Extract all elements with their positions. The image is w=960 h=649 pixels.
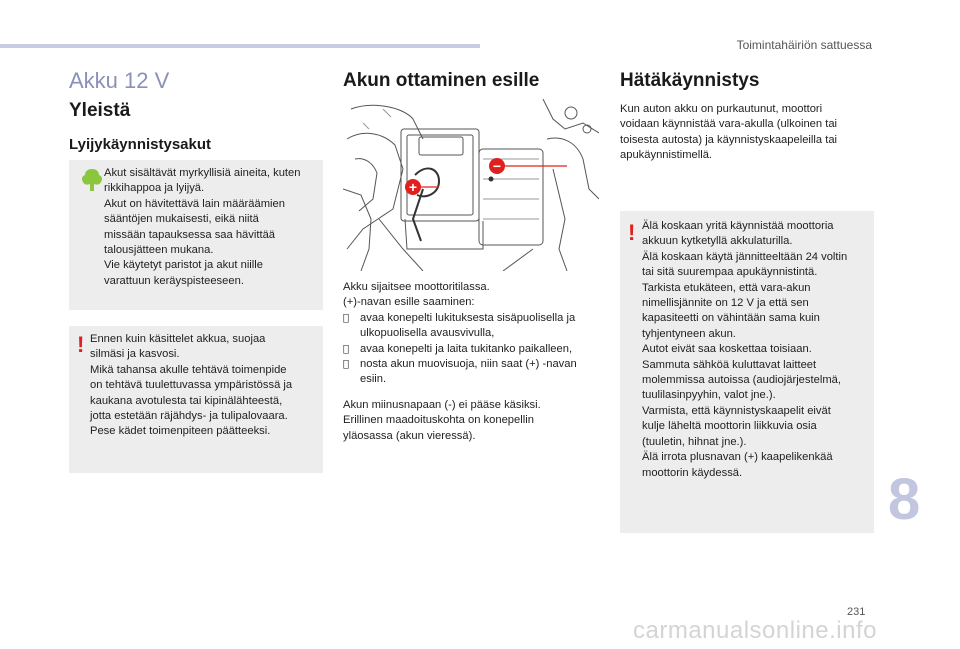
warning-icon: !: [77, 332, 85, 357]
jump-start-intro: Kun auton akku on purkautunut, moottori voidaan käynnistää vara-akulla (ulkoinen tai toisesta autosta) ja käynnistyskaapeleilla tai apukäynnistimellä.: [620, 103, 838, 162]
bullet-item: [343, 342, 601, 357]
environment-info-text: Akut sisältävät myrkyllisiä aineita, kuten rikkihappoa ja lyijyä. Akut on hävitettävä lain määräämien sääntöjen mukaisesti, eikä niitä missään tapauksessa saa hävittää talousjätteen mukana. Vie käytetyt paristot ja akut niille varattuun keräyspisteeseen.: [104, 167, 301, 287]
running-head: Toimintahäiriön sattuessa: [736, 38, 872, 52]
bullet-text: avaa konepelti ja laita tukitanko paikalleen,: [360, 342, 573, 355]
bullet-marker: [343, 342, 349, 357]
heading-access-battery: Akun ottaminen esille: [343, 70, 540, 91]
safety-warning-text: Ennen kuin käsittelet akkua, suojaa silmäsi ja kasvosi. Mikä tahansa akulle tehtävä toimenpide on tehtävä tuulettuvassa ympäristössä ja kaukana avotulesta tai kipinälähteestä, jotta estetään räjähdys- ja tulipalovaara. Pese kädet toimenpiteen päätteeksi.: [90, 333, 293, 438]
bullet-marker: [343, 357, 349, 372]
heading-jump-start: Hätäkäynnistys: [620, 70, 760, 91]
plus-terminal-marker: +: [408, 179, 418, 195]
chapter-title: Akku 12 V: [69, 68, 170, 93]
bullet-text: avaa konepelti lukituksesta sisäpuolisella ja ulkopuolisella avausvivulla,: [360, 311, 576, 340]
watermark: carmanualsonline.info: [633, 617, 877, 644]
chapter-tab-number: 8: [888, 467, 921, 532]
warning-icon: !: [628, 220, 636, 245]
heading-general: Yleistä: [69, 100, 131, 121]
bullet-item: [343, 311, 601, 342]
environment-info-box: [69, 160, 323, 310]
jump-start-warning-text: Älä koskaan yritä käynnistää moottoria akkuun kytketyllä akkulaturilla. Älä koskaan käytä jännitteeltään 24 voltin tai sitä suurempaa apukäynnistintä. Tarkista etukäteen, että vara-akun nimellisjännite on 12 V ja että sen kapasiteetti on vähintään sama kuin tyhjentyneen akun. Autot eivät saa koskettaa toisiaan. Sammuta sähköä kuluttavat laitteet molemmissa autoissa (audiojärjestelmä, tuulilasinpyyhin, valot jne.). Varmista, että käynnistyskaapelit eivät kulje läheltä moottorin liikkuvia osia (tuuletin, hihnat jne.). Älä irrota plusnavan (+) kaapelikenkää moottorin käydessä.: [642, 220, 848, 479]
column-battery-general: [69, 66, 323, 153]
column-access-battery: [343, 66, 599, 92]
access-outro: Akun miinusnapaan (-) ei pääse käsiksi. Erillinen maadoituskohta on konepellin yläosassa (akun vieressä).: [343, 398, 541, 442]
engine-bay-illustration: [343, 99, 599, 271]
access-battery-text: [343, 280, 601, 444]
bullet-text: nosta akun muovisuoja, niin saat (+) -navan esiin.: [360, 358, 577, 386]
column-jump-start: [620, 66, 874, 164]
subheading-lead-batteries: Lyijykäynnistysakut: [69, 136, 212, 153]
header-bar: [0, 44, 480, 48]
bullet-marker: [343, 311, 349, 326]
access-intro: Akku sijaitsee moottoritilassa. (+)-navan esille saaminen:: [343, 281, 490, 309]
bullet-item: [343, 357, 601, 388]
jump-start-warning-box: [620, 211, 874, 533]
leaf-icon: [81, 168, 103, 192]
safety-warning-box: [69, 326, 323, 473]
minus-terminal-marker: −: [492, 158, 502, 174]
page-number: 231: [847, 606, 866, 618]
